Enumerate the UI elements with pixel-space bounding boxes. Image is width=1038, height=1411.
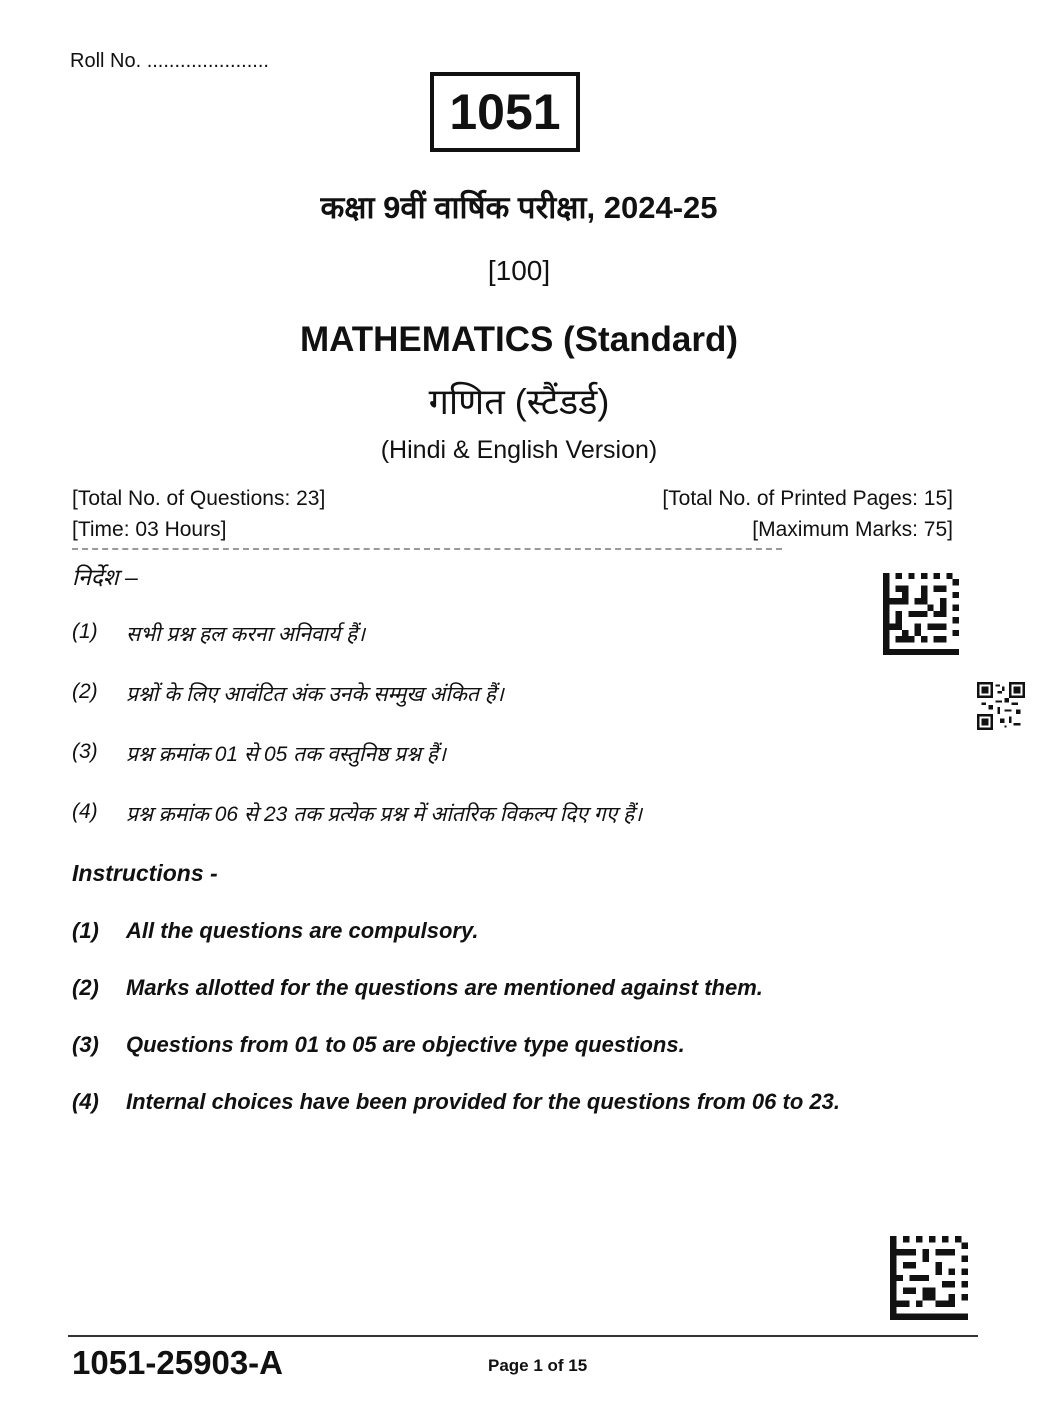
datamatrix-code-icon — [883, 572, 959, 656]
total-marks-bracket: [100] — [487, 255, 551, 286]
page-number: Page 1 of 15 — [488, 1356, 588, 1375]
item-number: (1) — [72, 620, 98, 643]
version-label: (Hindi & English Version) — [380, 436, 658, 464]
list-item — [72, 1089, 932, 1146]
item-text: प्रश्नों के लिए आवंटित अंक उनके सम्मुख अंकित हैं। — [126, 683, 504, 706]
item-text: प्रश्न क्रमांक 01 से 05 तक वस्तुनिष्ठ प्रश्न हैं। — [126, 743, 446, 766]
item-text: All the questions are compulsory. — [126, 918, 479, 943]
printed-pages: [Total No. of Printed Pages: 15] — [662, 487, 953, 510]
hindi-instructions-heading: निर्देश – — [72, 564, 138, 590]
item-number: (3) — [72, 1032, 99, 1057]
item-number: (2) — [72, 975, 99, 1000]
list-item — [72, 680, 932, 740]
list-item — [72, 740, 932, 800]
list-item — [72, 800, 932, 860]
list-item — [72, 975, 932, 1032]
item-number: (3) — [72, 740, 98, 763]
total-questions: [Total No. of Questions: 23] — [72, 487, 326, 510]
roll-number-label: Roll No. ...................... — [70, 50, 269, 72]
item-number: (2) — [72, 680, 98, 703]
list-item — [72, 918, 932, 975]
list-item — [72, 620, 932, 680]
subject-title-english: MATHEMATICS (Standard) — [299, 320, 739, 359]
english-instructions-list — [72, 918, 932, 1146]
maximum-marks: [Maximum Marks: 75] — [752, 518, 953, 541]
footer-divider — [68, 1335, 978, 1337]
english-instructions-heading: Instructions - — [72, 860, 218, 886]
hindi-instructions-list — [72, 620, 932, 860]
datamatrix-code-icon — [890, 1236, 968, 1320]
item-text: सभी प्रश्न हल करना अनिवार्य हैं। — [126, 623, 366, 646]
item-number: (1) — [72, 918, 99, 943]
item-number: (4) — [72, 1089, 99, 1114]
item-text: Marks allotted for the questions are mentioned against them. — [126, 975, 763, 1000]
item-text: प्रश्न क्रमांक 06 से 23 तक प्रत्येक प्रश्न में आंतरिक विकल्प दिए गए हैं। — [126, 803, 643, 826]
time-allowed: [Time: 03 Hours] — [72, 518, 227, 541]
footer-paper-id: 1051-25903-A — [72, 1344, 283, 1381]
subject-title-hindi: गणित (स्टैंडर्ड) — [428, 381, 610, 422]
item-number: (4) — [72, 800, 98, 823]
paper-code: 1051 — [449, 84, 561, 140]
list-item — [72, 1032, 932, 1089]
exam-title: कक्षा 9वीं वार्षिक परीक्षा, 2024-25 — [320, 190, 718, 225]
header-divider — [72, 548, 782, 550]
qr-code-icon — [976, 682, 1026, 730]
paper-code-box — [430, 72, 580, 152]
item-text: Internal choices have been provided for the questions from 06 to 23. — [126, 1089, 840, 1114]
item-text: Questions from 01 to 05 are objective type questions. — [126, 1032, 685, 1057]
